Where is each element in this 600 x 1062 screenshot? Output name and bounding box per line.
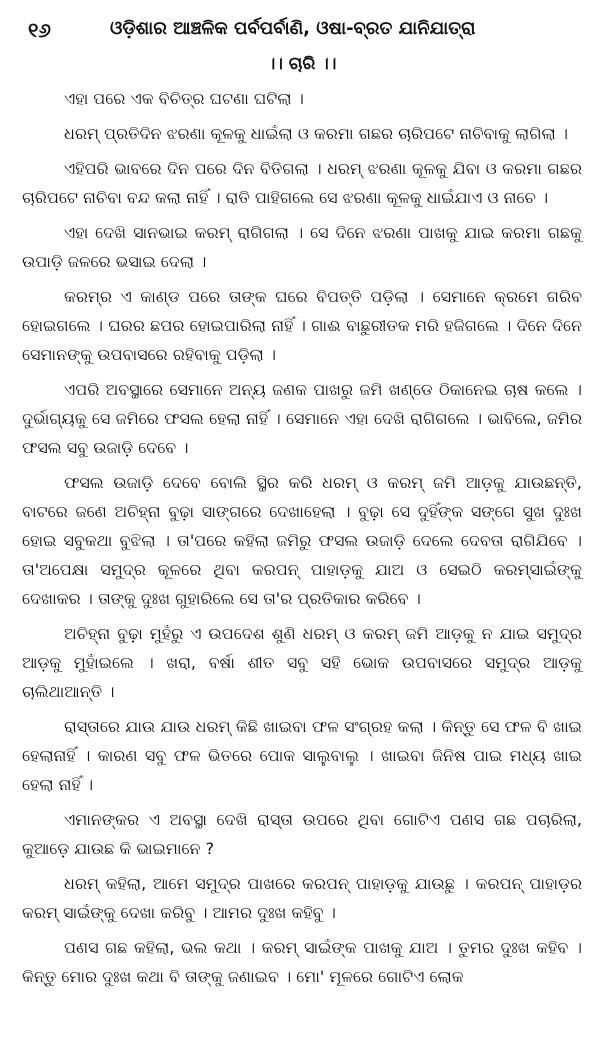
paragraph: ଫସଲ ଉଜାଡ଼ି ଦେବେ ବୋଲି ସ୍ଥିର କରି ଧରମ୍ ଓ କରମ୍ ଜମି ଆଡ଼କୁ ଯାଉଛନ୍ତି, ବାଟରେ ଜଣେ ଅଚିହ୍ନା ବୁଢ଼ା ସାଙ୍ଗରେ ଦେଖାହେଲା । ବୁଢ଼ା ସେ ଦୁହିଁଙ୍କ ସଙ୍ଗେ ସୁଖ ଦୁଃଖ ହୋଇ ସବୁକଥା ବୁଝିଲା । ତା'ପରେ କହିଲା ଜମିରୁ ଫସଲ ଉଜାଡ଼ି ଦେଲେ ଦେବତା ରାଗିଯିବେ । ତା'ଅପେକ୍ଷା ସମୁଦ୍ର କୂଳରେ ଥିବା କରପନ୍ ପାହାଡ଼କୁ ଯାଅ ଓ ସେଇଠି କରମ୍‌ସାଇଁଙ୍କୁ ଦେଖାକର । ତାଙ୍କୁ ଦୁଃଖ ଗୁହାରିଲେ ସେ ତା'ର ପ୍ରତିକାର କରିବେ । [22,473,582,608]
paragraph: ପଣସ ଗଛ କହିଲା, ଭଲ କଥା । କରମ୍ ସାଇଁଙ୍କ ପାଖକୁ ଯାଅ । ତୁମର ଦୁଃଖ କହିବ । କିନ୍ତୁ ମୋର ଦୁଃଖ କଥା ବି ତାଙ୍କୁ ଜଣାଇବ । ମୋ' ମୂଳରେ ଗୋଟିଏ ଲୋକ [22,938,582,986]
paragraph: ରାସ୍ତାରେ ଯାଉ ଯାଉ ଧରମ୍ କିଛି ଖାଇବା ଫଳ ସଂଗ୍ରହ କଲା । କିନ୍ତୁ ସେ ଫଳ ବି ଖାଇ ହେଲାନାହିଁ । କାରଣ ସବୁ ଫଳ ଭିତରେ ପୋକ ସାଲୁବାଲୁ । ଖାଇବା ଜିନିଷ ପାଇ ମଧ୍ୟ ଖାଇ ହେଲା ନାହିଁ । [22,717,582,794]
paragraph: ଅଚିହ୍ନା ବୁଢ଼ା ମୁହଁରୁ ଏ ଉପଦେଶ ଶୁଣି ଧରମ୍ ଓ କରମ୍ ଜମି ଆଡ଼କୁ ନ ଯାଇ ସମୁଦ୍ର ଆଡ଼କୁ ମୁହାଁଇଲେ । ଖରା, ବର୍ଷା ଶୀତ ସବୁ ସହି ଭୋକ ଉପବାସରେ ସମୁଦ୍ର ଆଡ଼କୁ ଚାଲିଥାଆନ୍ତି । [22,624,582,701]
paragraph: ଧରମ୍ କହିଲା, ଆମେ ସମୁଦ୍ର ପାଖରେ କରପନ୍ ପାହାଡ଼କୁ ଯାଉଛୁ । କରପନ୍ ପାହାଡ଼ର କରମ୍ ସାଇଁଙ୍କୁ ଦେଖା କରିବୁ । ଆମର ଦୁଃଖ କହିବୁ । [22,874,582,922]
paragraph: ଏହା ପରେ ଏକ ବିଚିତ୍ର ଘଟଣା ଘଟିଲା । [64,89,304,108]
paragraph: ଏହିପରି ଭାବରେ ଦିନ ପରେ ଦିନ ବିତିଗଲା । ଧରମ୍ ଝରଣା କୂଳକୁ ଯିବା ଓ କରମା ଗଛର ଚାରିପଟେ ନାଚିବା ବନ୍ଦ କଲା ନାହିଁ । ରାତି ପାହିଗଲେ ସେ ଝରଣା କୂଳକୁ ଧାଇଁଯାଏ ଓ ନାଚେ । [22,159,582,207]
paragraph: କରମ୍‌ର ଏ କାଣ୍ଡ ପରେ ତାଙ୍କ ଘରେ ବିପତ୍ତି ପଡ଼ିଲା । ସେମାନେ କ୍ରମେ ଗରିବ ହୋଇଗଲେ । ଘରର ଛପର ହୋଇପାରିଲା ନାହିଁ । ଗାଈ ବାଛୁରୀତକ ମରି ହଜିଗଲେ । ଦିନେ ଦିନେ ସେମାନଙ୍କୁ ଉପବାସରେ ରହିବାକୁ ପଡ଼ିଲା । [22,287,582,364]
paragraph: ଏହା ଦେଖି ସାନଭାଇ କରମ୍ ରାଗିଗଲା । ସେ ଦିନେ ଝରଣା ପାଖକୁ ଯାଇ କରମା ଗଛକୁ ଉପାଡ଼ି ଜଳରେ ଭସାଇ ଦେଲା । [22,223,582,271]
page-header [22,12,582,46]
paragraph: ଧରମ୍ ପ୍ରତିଦିନ ଝରଣା କୂଳକୁ ଧାଇଁଲା ଓ କରମା ଗଛର ଚାରିପଟେ ନାଚିବାକୁ ଲାଗିଲା । [64,124,568,143]
body-text [22,84,582,991]
paragraph: ଏପରି ଅବସ୍ଥାରେ ସେମାନେ ଅନ୍ୟ ଜଣକ ପାଖରୁ ଜମି ଖଣ୍ଡେ ଠିକାନେଇ ଚାଷ କଲେ । ଦୁର୍ଭାଗ୍ୟକୁ ସେ ଜମିରେ ଫସଲ ହେଲା ନାହିଁ । ସେମାନେ ଏହା ଦେଖି ରାଗିଗଲେ । ଭାବିଲେ, ଜମିର ଫସଲ ସବୁ ଉଜାଡ଼ି ଦେବେ । [22,380,582,457]
paragraph: ଏମାନଙ୍କର ଏ ଅବସ୍ଥା ଦେଖି ରାସ୍ତା ଉପରେ ଥିବା ଗୋଟିଏ ପଣସ ଗଛ ପଚାରିଲା, କୁଆଡ଼େ ଯାଉଛ କି ଭାଇମାନେ ? [22,810,582,858]
chapter-heading: ।। ଚାରି ।। [267,54,337,74]
running-title: ଓଡ଼ିଶାର ଆଞ୍ଚଳିକ ପର୍ବପର୍ବାଣି, ଓଷା-ବ୍ରତ ଯାନିଯାତ୍ରା [110,18,476,39]
page-number: ୧୬ [28,18,51,42]
